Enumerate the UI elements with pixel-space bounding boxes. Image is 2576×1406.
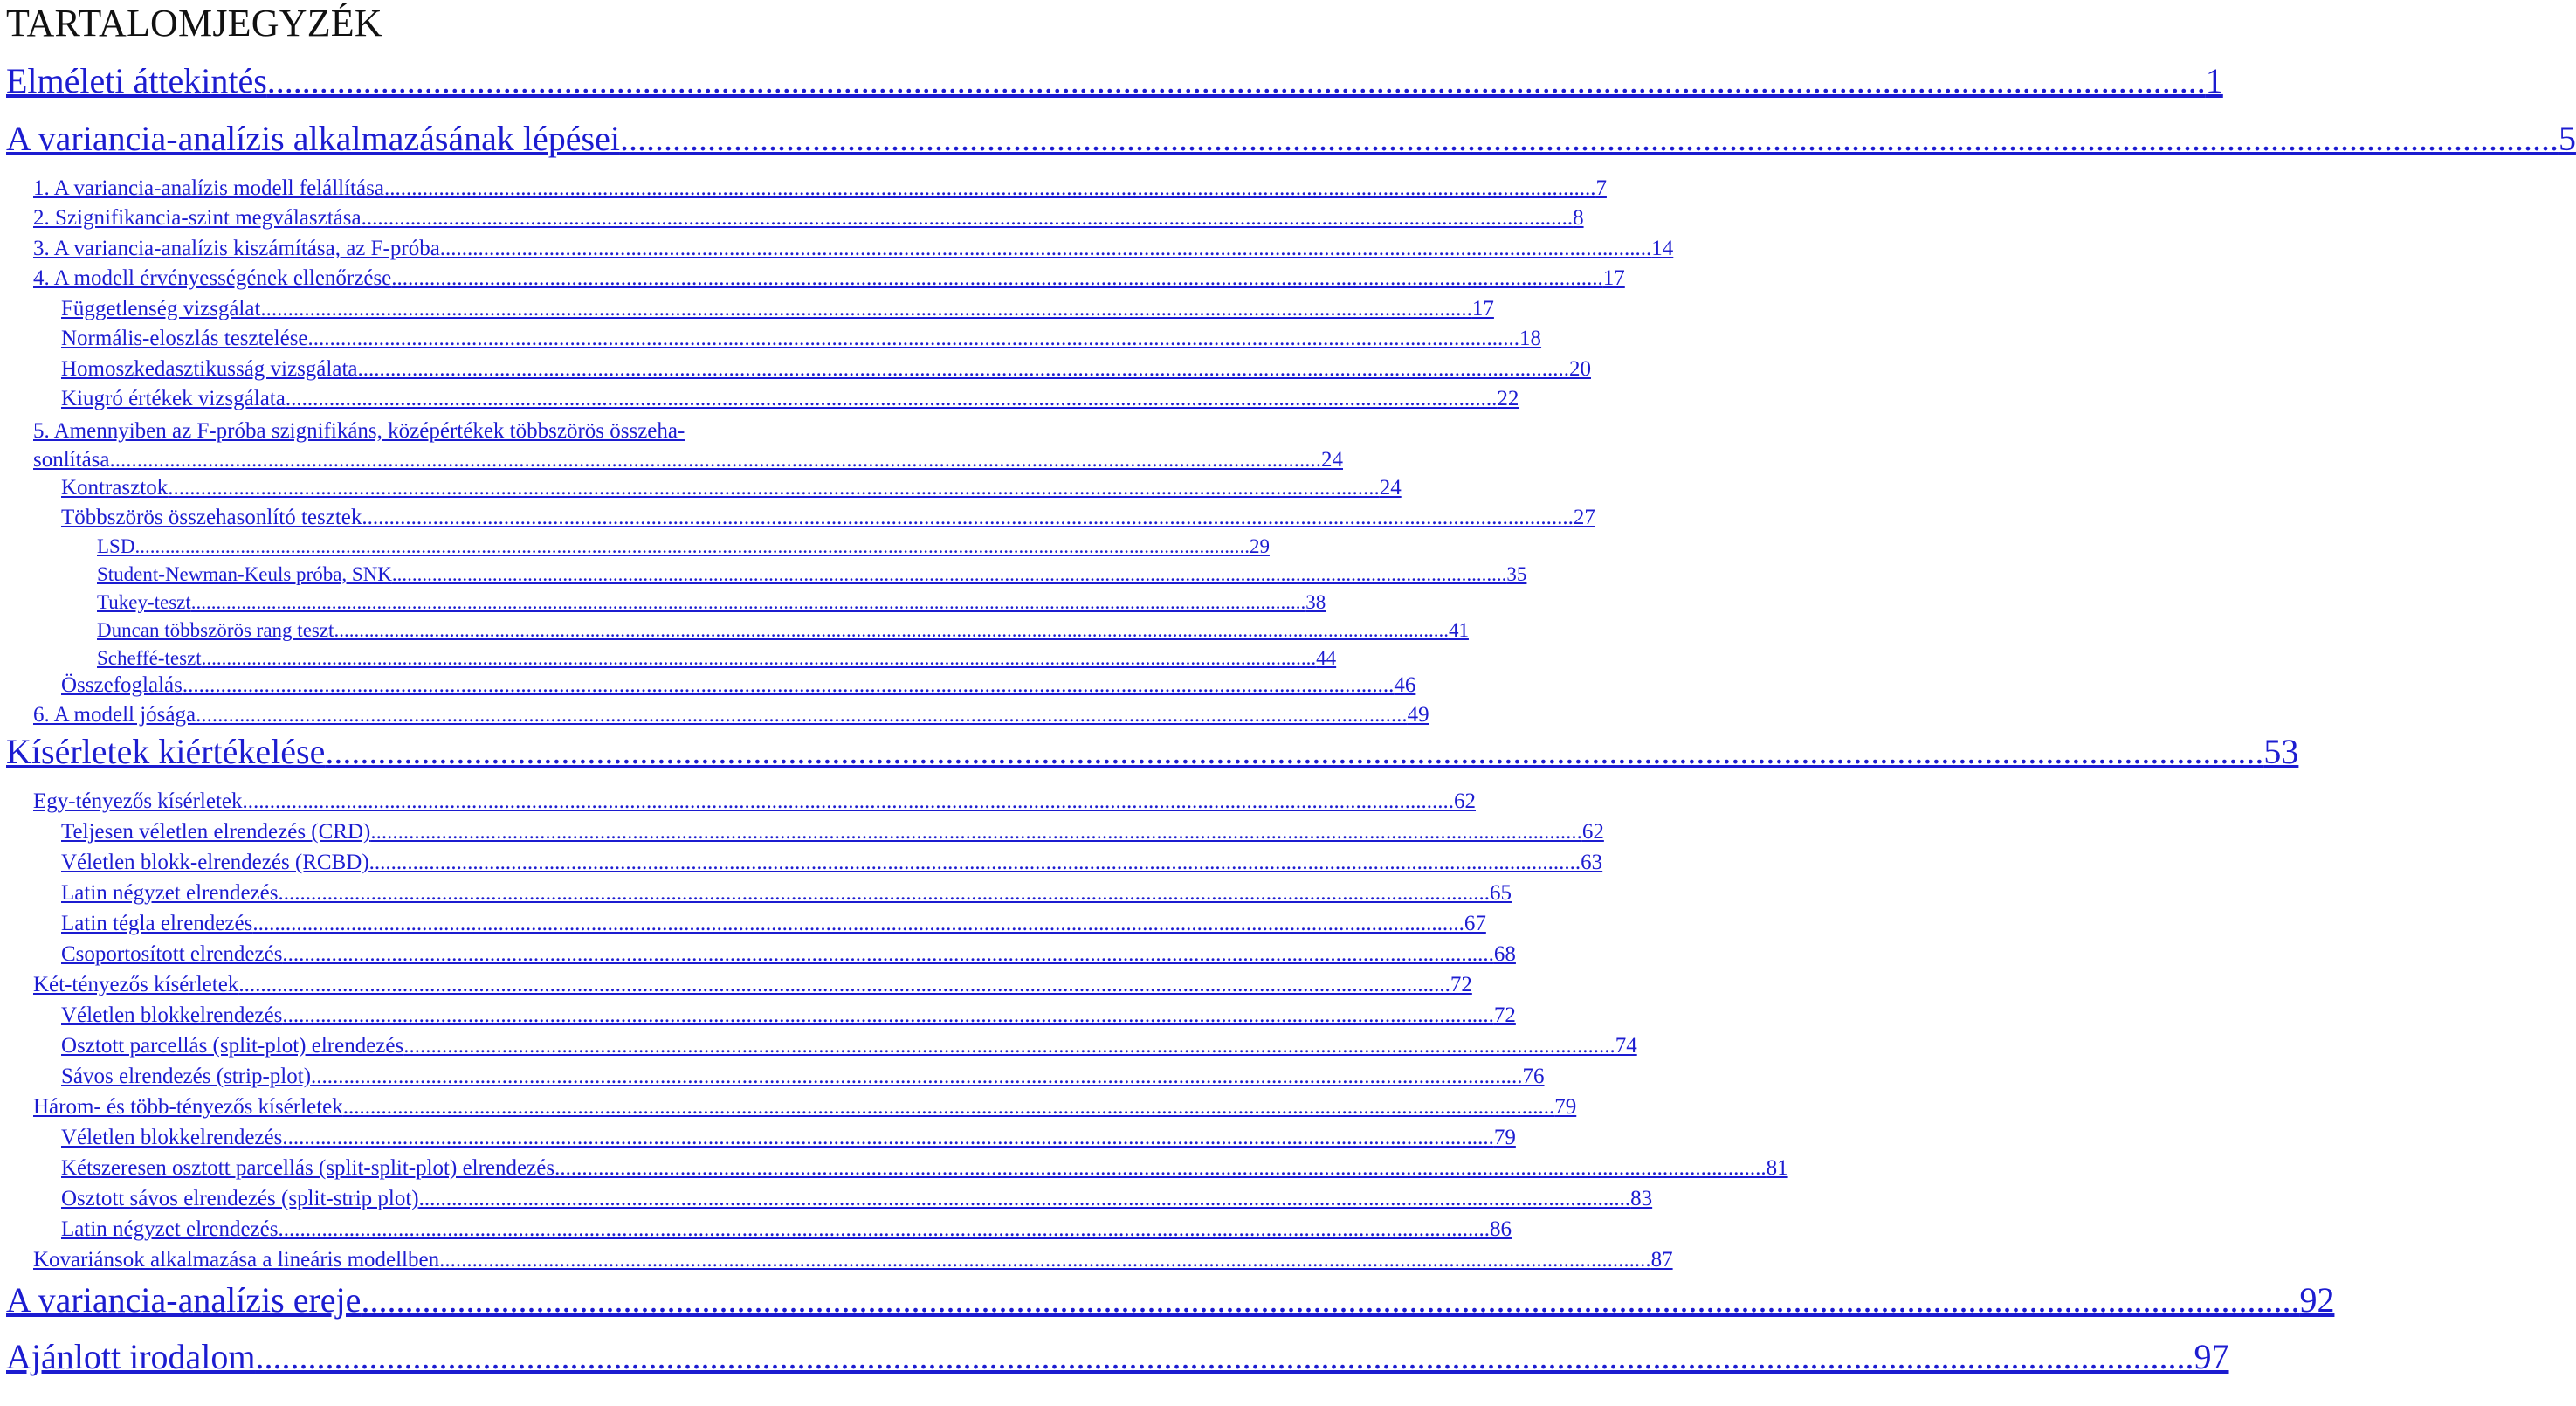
toc-leader-dots: .............................................................................................................................................................................................................................. — [278, 1217, 1490, 1241]
toc-leader-dots: .............................................................................................................................................................................................................................. — [361, 206, 1574, 230]
toc-leader-dots: .............................................................................................................................................................................................................................. — [362, 506, 1574, 529]
toc-page-number: 72 — [1493, 1003, 1516, 1027]
toc-leader-dots: .............................................................................................................................................................................................................................. — [109, 448, 1321, 472]
toc-leader-dots: .............................................................................................................................................................................................................................. — [255, 1337, 2194, 1376]
toc-entry-label: Véletlen blokkelrendezés — [61, 1003, 283, 1027]
toc-entry-label: Elméleti áttekintés — [6, 61, 267, 100]
toc-leader-dots: .............................................................................................................................................................................................................................. — [391, 563, 1507, 585]
toc-entry-modell-josaga[interactable] — [33, 702, 1429, 728]
toc-entry-label: Duncan többszörös rang teszt — [97, 619, 334, 641]
toc-entry-label: A variancia-analízis alkalmazásának lépései — [6, 119, 620, 158]
toc-entry-csoportositott[interactable] — [61, 941, 1516, 968]
toc-page-number: 92 — [2299, 1280, 2335, 1320]
toc-leader-dots: .............................................................................................................................................................................................................................. — [439, 237, 1652, 260]
toc-leader-dots: .............................................................................................................................................................................................................................. — [439, 1248, 1651, 1272]
toc-leader-dots: .............................................................................................................................................................................................................................. — [278, 881, 1490, 905]
toc-entry-strip-plot[interactable] — [61, 1064, 1545, 1090]
toc-entry-label: Tukey-teszt — [97, 591, 191, 613]
toc-leader-dots: .............................................................................................................................................................................................................................. — [325, 732, 2264, 771]
toc-entry-variancia-analizis-ereje[interactable] — [6, 1280, 2335, 1320]
toc-entry-label: Teljesen véletlen elrendezés (CRD) — [61, 820, 371, 844]
toc-page-number: 7 — [1595, 176, 1607, 200]
toc-entry-label: Osztott sávos elrendezés (split-strip plot) — [61, 1187, 419, 1210]
toc-entry-label: Student-Newman-Keuls próba, SNK — [97, 563, 392, 585]
toc-page-number: 18 — [1519, 327, 1542, 350]
toc-entry-label: 4. A modell érvényességének ellenőrzése — [33, 266, 392, 290]
toc-entry-label: Két-tényezős kísérletek — [33, 973, 239, 996]
toc-entry-label: Osztott parcellás (split-plot) elrendezés — [61, 1034, 404, 1058]
toc-page-number: 67 — [1464, 912, 1486, 935]
toc-entry-label: Egy-tényezős kísérletek — [33, 789, 243, 813]
toc-entry-label: A variancia-analízis ereje — [6, 1280, 362, 1320]
toc-entry-duncan[interactable] — [97, 618, 1469, 643]
toc-entry-kovariansok[interactable] — [33, 1247, 1673, 1273]
toc-entry-label: Kétszeresen osztott parcellás (split-split-plot) elrendezés — [61, 1156, 555, 1180]
toc-entry-label: Kísérletek kiértékelése — [6, 732, 326, 771]
toc-page-number: 86 — [1489, 1217, 1512, 1241]
toc-entry-label: 6. A modell jósága — [33, 703, 196, 727]
toc-leader-dots: .............................................................................................................................................................................................................................. — [418, 1187, 1631, 1210]
toc-entry-label: Függetlenség vizsgálat — [61, 297, 261, 320]
toc-leader-dots: .............................................................................................................................................................................................................................. — [370, 820, 1582, 844]
toc-entry-label: Latin négyzet elrendezés — [61, 881, 279, 905]
toc-page-number: 20 — [1569, 357, 1591, 381]
toc-entry-kiugro-ertekek[interactable] — [61, 386, 1519, 412]
toc-leader-dots: .............................................................................................................................................................................................................................. — [282, 942, 1494, 966]
toc-page-number: 8 — [1573, 206, 1584, 230]
toc-entry-label: Homoszkedasztikusság vizsgálata — [61, 357, 358, 381]
toc-entry-veletlen-blokk-2[interactable] — [61, 1125, 1516, 1151]
toc-page-number: 38 — [1305, 591, 1326, 613]
toc-page-number: 79 — [1554, 1095, 1577, 1119]
toc-leader-dots: .............................................................................................................................................................................................................................. — [307, 327, 1520, 350]
toc-entry-crd[interactable] — [61, 819, 1604, 845]
toc-page-number: 24 — [1379, 476, 1402, 500]
toc-entry-label-line2: sonlítása — [33, 448, 110, 472]
toc-entry-kiserletek-kiertekelese[interactable] — [6, 732, 2299, 772]
toc-page-number: 65 — [1489, 881, 1512, 905]
toc-entry-label: Sávos elrendezés (strip-plot) — [61, 1065, 312, 1088]
toc-entry-elmeleti-attekintes[interactable] — [6, 61, 2223, 101]
toc-entry-label: Véletlen blokkelrendezés — [61, 1126, 283, 1149]
toc-page-number: 49 — [1407, 703, 1429, 727]
toc-page-number: 81 — [1766, 1156, 1788, 1180]
toc-entry-label: Többszörös összehasonlító tesztek — [61, 506, 362, 529]
toc-leader-dots: .............................................................................................................................................................................................................................. — [361, 1280, 2300, 1320]
toc-leader-dots: .............................................................................................................................................................................................................................. — [242, 789, 1454, 813]
toc-page-number: 79 — [1493, 1126, 1516, 1149]
toc-entry-label: Kovariánsok alkalmazása a lineáris modellben — [33, 1248, 440, 1272]
toc-entry-fuggetlenseg[interactable] — [61, 296, 1494, 322]
toc-page-number: 17 — [1471, 297, 1494, 320]
toc-leader-dots: .............................................................................................................................................................................................................................. — [252, 912, 1464, 935]
toc-entry-label: Csoportosított elrendezés — [61, 942, 283, 966]
toc-entry-label: Latin négyzet elrendezés — [61, 1217, 279, 1241]
toc-entry-label: Véletlen blokk-elrendezés (RCBD) — [61, 851, 369, 874]
toc-leader-dots: .............................................................................................................................................................................................................................. — [282, 1003, 1494, 1027]
toc-entry-label: LSD — [97, 535, 135, 557]
toc-entry-line2 — [33, 445, 1343, 474]
toc-entry-label: Ajánlott irodalom — [6, 1337, 256, 1376]
toc-entry-tobbszoros-tesztek[interactable] — [61, 505, 1595, 531]
toc-entry-split-strip-plot[interactable] — [61, 1186, 1653, 1212]
toc-page-number: 62 — [1581, 820, 1604, 844]
toc-leader-dots: .............................................................................................................................................................................................................................. — [334, 619, 1449, 641]
toc-entry-label-line1: 5. Amennyiben az F-próba szignifikáns, középértékek többszörös összeha- — [33, 419, 685, 443]
toc-leader-dots: .............................................................................................................................................................................................................................. — [282, 1126, 1494, 1149]
toc-page-number: 53 — [2263, 732, 2299, 771]
toc-entry-label: Normális-eloszlás tesztelése — [61, 327, 308, 350]
toc-entry-label: Három- és több-tényezős kísérletek — [33, 1095, 343, 1119]
toc-page-number: 76 — [1522, 1065, 1545, 1088]
toc-entry-lepesei[interactable] — [6, 119, 2576, 159]
toc-page-number: 41 — [1448, 619, 1469, 641]
toc-entry-label: Összefoglalás — [61, 673, 183, 697]
toc-leader-dots: .............................................................................................................................................................................................................................. — [554, 1156, 1767, 1180]
toc-title: TARTALOMJEGYZÉK — [6, 2, 382, 45]
toc-page-number: 87 — [1650, 1248, 1673, 1272]
toc-entry-szignifikancia-szint[interactable] — [33, 205, 1584, 231]
toc-entry-label: 1. A variancia-analízis modell felállítása — [33, 176, 384, 200]
toc-entry-split-split-plot[interactable] — [61, 1155, 1788, 1182]
toc-leader-dots: .............................................................................................................................................................................................................................. — [342, 1095, 1555, 1119]
toc-entry-ket-tenyezos[interactable] — [33, 972, 1472, 998]
toc-entry-scheffe[interactable] — [97, 646, 1337, 671]
toc-page-number: 83 — [1630, 1187, 1653, 1210]
toc-entry-ajanlott-irodalom[interactable] — [6, 1337, 2229, 1377]
toc-page-number: 68 — [1493, 942, 1516, 966]
toc-entry-label: 3. A variancia-analízis kiszámítása, az F-próba — [33, 237, 440, 260]
toc-entry-veletlen-blokk-1[interactable] — [61, 1003, 1516, 1029]
toc-entry-snk[interactable] — [97, 562, 1527, 587]
toc-leader-dots: .............................................................................................................................................................................................................................. — [168, 476, 1380, 500]
toc-entry-osszefoglalas[interactable] — [61, 672, 1416, 699]
toc-leader-dots: .............................................................................................................................................................................................................................. — [190, 591, 1306, 613]
toc-leader-dots: .............................................................................................................................................................................................................................. — [266, 61, 2206, 100]
toc-leader-dots: .............................................................................................................................................................................................................................. — [619, 119, 2559, 158]
toc-entry-ervenyesseg[interactable] — [33, 265, 1625, 292]
toc-entry-label: Scheffé-teszt — [97, 647, 202, 669]
toc-leader-dots: .............................................................................................................................................................................................................................. — [368, 851, 1581, 874]
toc-entry-rcbd[interactable] — [61, 850, 1603, 876]
toc-leader-dots: .............................................................................................................................................................................................................................. — [134, 535, 1250, 557]
toc-entry-homoszkedasztikussag[interactable] — [61, 356, 1591, 383]
toc-page-number: 22 — [1497, 387, 1519, 410]
toc-leader-dots: .............................................................................................................................................................................................................................. — [391, 266, 1603, 290]
toc-page-number: 62 — [1454, 789, 1476, 813]
toc-page-number: 24 — [1321, 448, 1343, 472]
toc-page-number: 29 — [1249, 535, 1270, 557]
toc-entry-latin-tegla[interactable] — [61, 911, 1486, 937]
toc-page-number: 14 — [1651, 237, 1674, 260]
toc-page-number: 17 — [1602, 266, 1625, 290]
toc-leader-dots: .............................................................................................................................................................................................................................. — [311, 1065, 1523, 1088]
toc-entry-tobbszoros-osszehasonlitas[interactable] — [33, 417, 1343, 474]
toc-page-number: 72 — [1450, 973, 1472, 996]
toc-leader-dots: .............................................................................................................................................................................................................................. — [403, 1034, 1615, 1058]
toc-page-number: 74 — [1615, 1034, 1637, 1058]
toc-page-number: 63 — [1581, 851, 1603, 874]
toc-entry-latin-negyzet-2[interactable] — [61, 1216, 1512, 1243]
toc-entry-label: Kontrasztok — [61, 476, 169, 500]
toc-leader-dots: .............................................................................................................................................................................................................................. — [196, 703, 1408, 727]
toc-leader-dots: .............................................................................................................................................................................................................................. — [201, 647, 1317, 669]
toc-entry-latin-negyzet-1[interactable] — [61, 880, 1512, 906]
toc-entry-kontrasztok[interactable] — [61, 475, 1402, 501]
toc-leader-dots: .............................................................................................................................................................................................................................. — [285, 387, 1498, 410]
toc-page-number: 35 — [1506, 563, 1527, 585]
toc-leader-dots: .............................................................................................................................................................................................................................. — [383, 176, 1596, 200]
toc-entry-label: 2. Szignifikancia-szint megválasztása — [33, 206, 362, 230]
toc-entry-lsd[interactable] — [97, 534, 1270, 559]
toc-entry-tukey[interactable] — [97, 590, 1326, 615]
toc-entry-f-proba[interactable] — [33, 236, 1674, 262]
toc-entry-harom-tenyezos[interactable] — [33, 1094, 1577, 1120]
toc-entry-egy-tenyezos[interactable] — [33, 789, 1476, 815]
toc-page-number: 44 — [1316, 647, 1337, 669]
toc-leader-dots: .............................................................................................................................................................................................................................. — [357, 357, 1569, 381]
toc-page-number: 1 — [2205, 61, 2223, 100]
toc-page-number: 27 — [1573, 506, 1595, 529]
toc-entry-split-plot[interactable] — [61, 1033, 1637, 1059]
toc-leader-dots: .............................................................................................................................................................................................................................. — [238, 973, 1450, 996]
toc-entry-normalis-eloszlas[interactable] — [61, 326, 1542, 352]
toc-leader-dots: .............................................................................................................................................................................................................................. — [182, 673, 1395, 697]
toc-entry-label: Latin tégla elrendezés — [61, 912, 253, 935]
toc-entry-label: Kiugró értékek vizsgálata — [61, 387, 286, 410]
toc-page-number: 46 — [1394, 673, 1416, 697]
toc-leader-dots: .............................................................................................................................................................................................................................. — [260, 297, 1472, 320]
toc-page-number: 5 — [2558, 119, 2576, 158]
toc-entry-modell-felallitasa[interactable] — [33, 176, 1607, 202]
toc-page-number: 97 — [2194, 1337, 2229, 1376]
